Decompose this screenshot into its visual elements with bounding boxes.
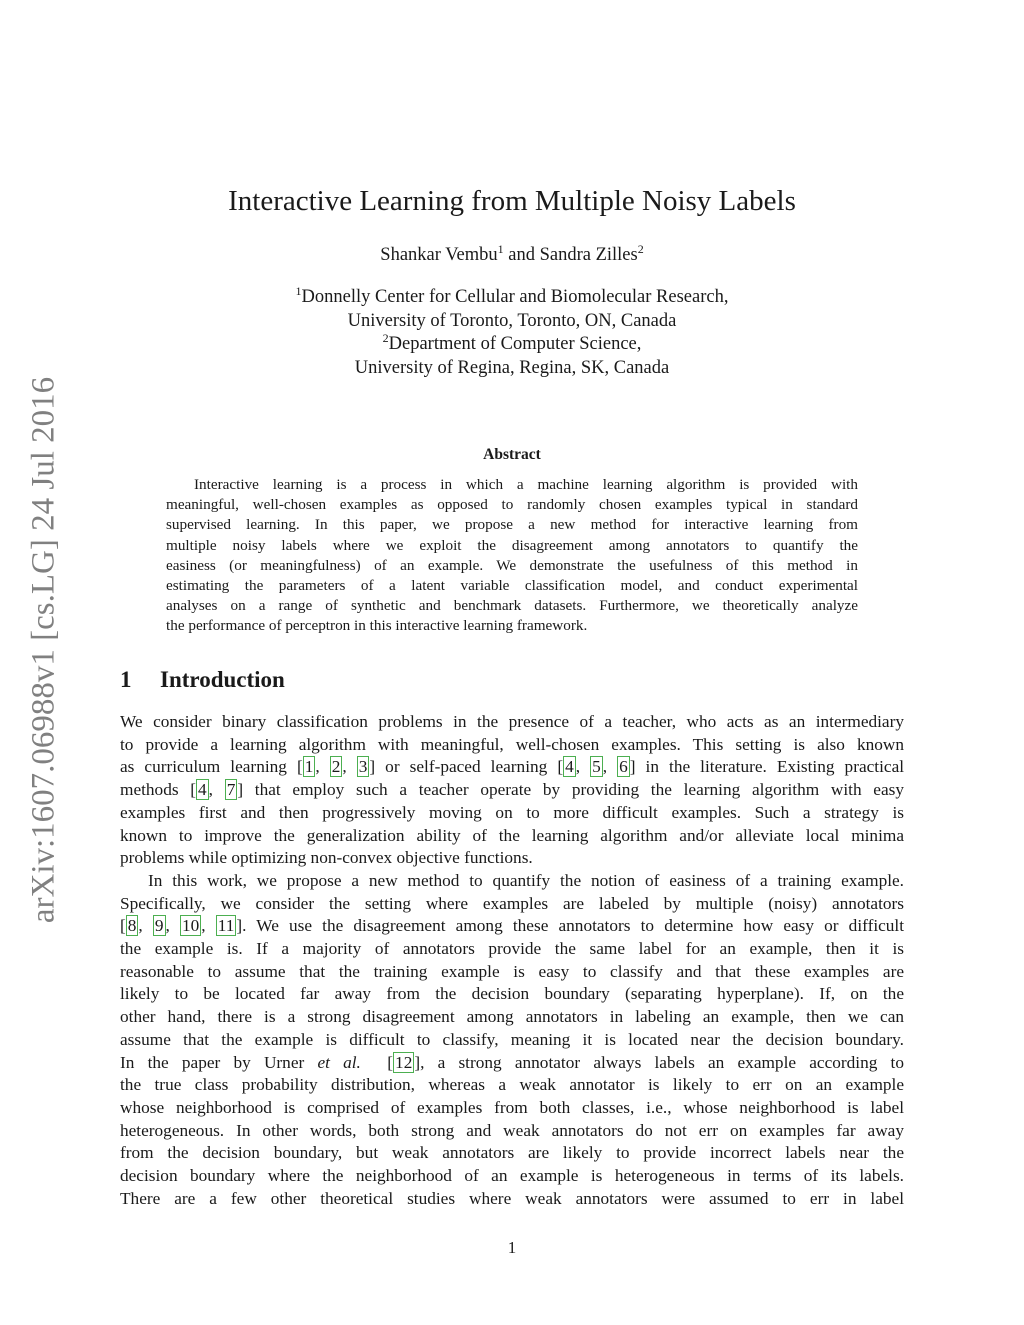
intro-text: ] that employ such a teacher operate by providing the learning algorithm with easy [237,780,904,800]
abstract-line: the performance of perceptron in this interactive learning framework. [166,617,588,635]
intro-text: ]. We use the disagreement among these annotators to determine how easy or difficult [236,916,905,936]
abstract-line: supervised learning. In this paper, we propose a new method for interactive learning from [166,516,858,534]
citation-link[interactable]: 6 [619,757,628,777]
affiliation-2-line-2: University of Regina, Regina, SK, Canada [354,357,670,378]
affiliation-2-line-1 [0,333,1024,357]
intro-line: other hand, there is a strong disagreement among annotators in labeling an example, then we can [120,1007,904,1027]
author-vembu: Shankar Vembu [380,245,498,265]
affiliation-2-superscript: 2 [382,331,389,345]
page-number: 1 [507,1238,517,1257]
citation-link[interactable]: 9 [154,916,164,936]
section-heading-introduction [120,665,285,695]
abstract-line: meaningful, well-chosen examples as opposed to randomly chosen examples typical in standard [166,496,858,514]
arxiv-identifier-stamp: arXiv:1607.06988v1 [cs.LG] 24 Jul 2016 [25,376,62,924]
intro-line: In the paper by Urner et al. [ 12 ], a strong annotator always labels an example according to [120,1052,905,1072]
intro-text: as curriculum learning [ [120,757,303,777]
intro-text: ] or self-paced learning [ [369,757,564,777]
introduction-body [120,711,904,1210]
intro-line: Specifically, we consider the setting where examples are labeled by multiple (noisy) annotators [120,893,904,913]
affiliation-2-name: Department of Computer Science, [388,334,642,354]
intro-line: examples first and then progressively moving on to more difficult examples. Such a strategy is [120,802,904,822]
abstract-line: analyses on a range of synthetic and benchmark datasets. Furthermore, we theoretically analyze [166,597,858,615]
intro-text: ] in the literature. Existing practical [629,757,905,777]
intro-line: We consider binary classification problems in the presence of a teacher, who acts as an intermediary [120,712,904,731]
intro-text: In the paper by Urner [120,1052,318,1072]
intro-line: problems while optimizing non-convex objective functions. [120,848,533,868]
intro-line: the example is. If a majority of annotators provide the same label for an example, then it is [120,939,904,959]
author-zilles: Sandra Zilles [539,245,638,265]
intro-line: methods [ 4 , 7 ] that employ such a teacher operate by providing the learning algorithm with easy [120,780,904,800]
author2-superscript: 2 [637,242,644,256]
intro-line: [ 8 , 9 , 10 , 11 ]. We use the disagreement among these annotators to determine how easy or difficult [120,916,905,936]
citation-link[interactable]: 8 [127,916,137,936]
intro-emphasis: et al. [317,1052,361,1072]
affiliation-1-line-2: University of Toronto, Toronto, ON, Canada [347,310,677,331]
affiliation-1-superscript: 1 [295,284,302,298]
citation-link[interactable]: 10 [181,916,200,936]
citation-link[interactable]: 4 [198,780,207,800]
paper-title: Interactive Learning from Multiple Noisy Labels [228,185,796,217]
citation-link[interactable]: 12 [395,1052,413,1072]
intro-line: heterogeneous. In other words, both strong and weak annotators do not err on examples far away [120,1120,904,1140]
abstract-line: Interactive learning is a process in which a machine learning algorithm is provided with [194,476,858,493]
author-line [0,243,1024,267]
citation-link[interactable]: 2 [331,757,341,777]
citation-link[interactable]: 11 [217,916,235,936]
intro-line: as curriculum learning [ 1 , 2 , 3 ] or self-paced learning [ 4 , 5 , 6 ] in the literature. Existing practical [120,757,905,777]
author-conjunction: and [503,245,540,265]
intro-line: There are a few other theoretical studies where weak annotators were assumed to err in label [120,1188,904,1208]
citation-link[interactable]: 5 [592,757,601,777]
abstract-body [166,475,858,637]
affiliations [0,286,1024,380]
intro-line: reasonable to assume that the training example is easy to classify and that these examples are [120,961,904,981]
intro-line: the true class probability distribution, whereas a weak annotator is likely to err on an example [120,1075,904,1095]
affiliation-1-line-1 [0,286,1024,310]
citation-link[interactable]: 7 [226,780,236,800]
intro-line: whose neighborhood is comprised of examples from both classes, i.e., whose neighborhood is label [120,1097,904,1117]
section-title: Introduction [160,667,285,692]
intro-line: decision boundary where the neighborhood of an example is heterogeneous in terms of its labels. [120,1166,904,1186]
citation-link[interactable]: 3 [358,757,368,777]
abstract-line: estimating the parameters of a latent variable classification model, and conduct experimental [166,577,858,595]
section-number: 1 [120,667,132,692]
abstract-line: easiness (or meaningfulness) of an example. We demonstrate the usefulness of this method in [166,556,858,574]
affiliation-1-name: Donnelly Center for Cellular and Biomolecular Research, [301,287,729,307]
intro-line: from the decision boundary, but weak annotators are likely to provide incorrect labels near the [120,1143,904,1163]
abstract-line: multiple noisy labels where we exploit the disagreement among annotators to quantify the [166,536,858,554]
author1-superscript: 1 [497,242,504,256]
citation-link[interactable]: 1 [304,757,314,777]
intro-line: assume that the example is difficult to classify, meaning it is located near the decision boundary. [120,1029,904,1049]
intro-line: to provide a learning algorithm with meaningful, well-chosen examples. This setting is also known [120,734,904,754]
intro-line: likely to be located far away from the decision boundary (separating hyperplane). If, on the [120,984,904,1004]
intro-line: known to improve the generalization ability of the learning algorithm and/or alleviate local minima [120,825,904,845]
citation-link[interactable]: 4 [565,757,574,777]
intro-text: methods [ [120,780,197,800]
intro-text: ], a strong annotator always labels an example according to [414,1052,905,1072]
abstract-heading: Abstract [483,446,541,463]
intro-line: In this work, we propose a new method to quantify the notion of easiness of a training example. [148,870,904,890]
